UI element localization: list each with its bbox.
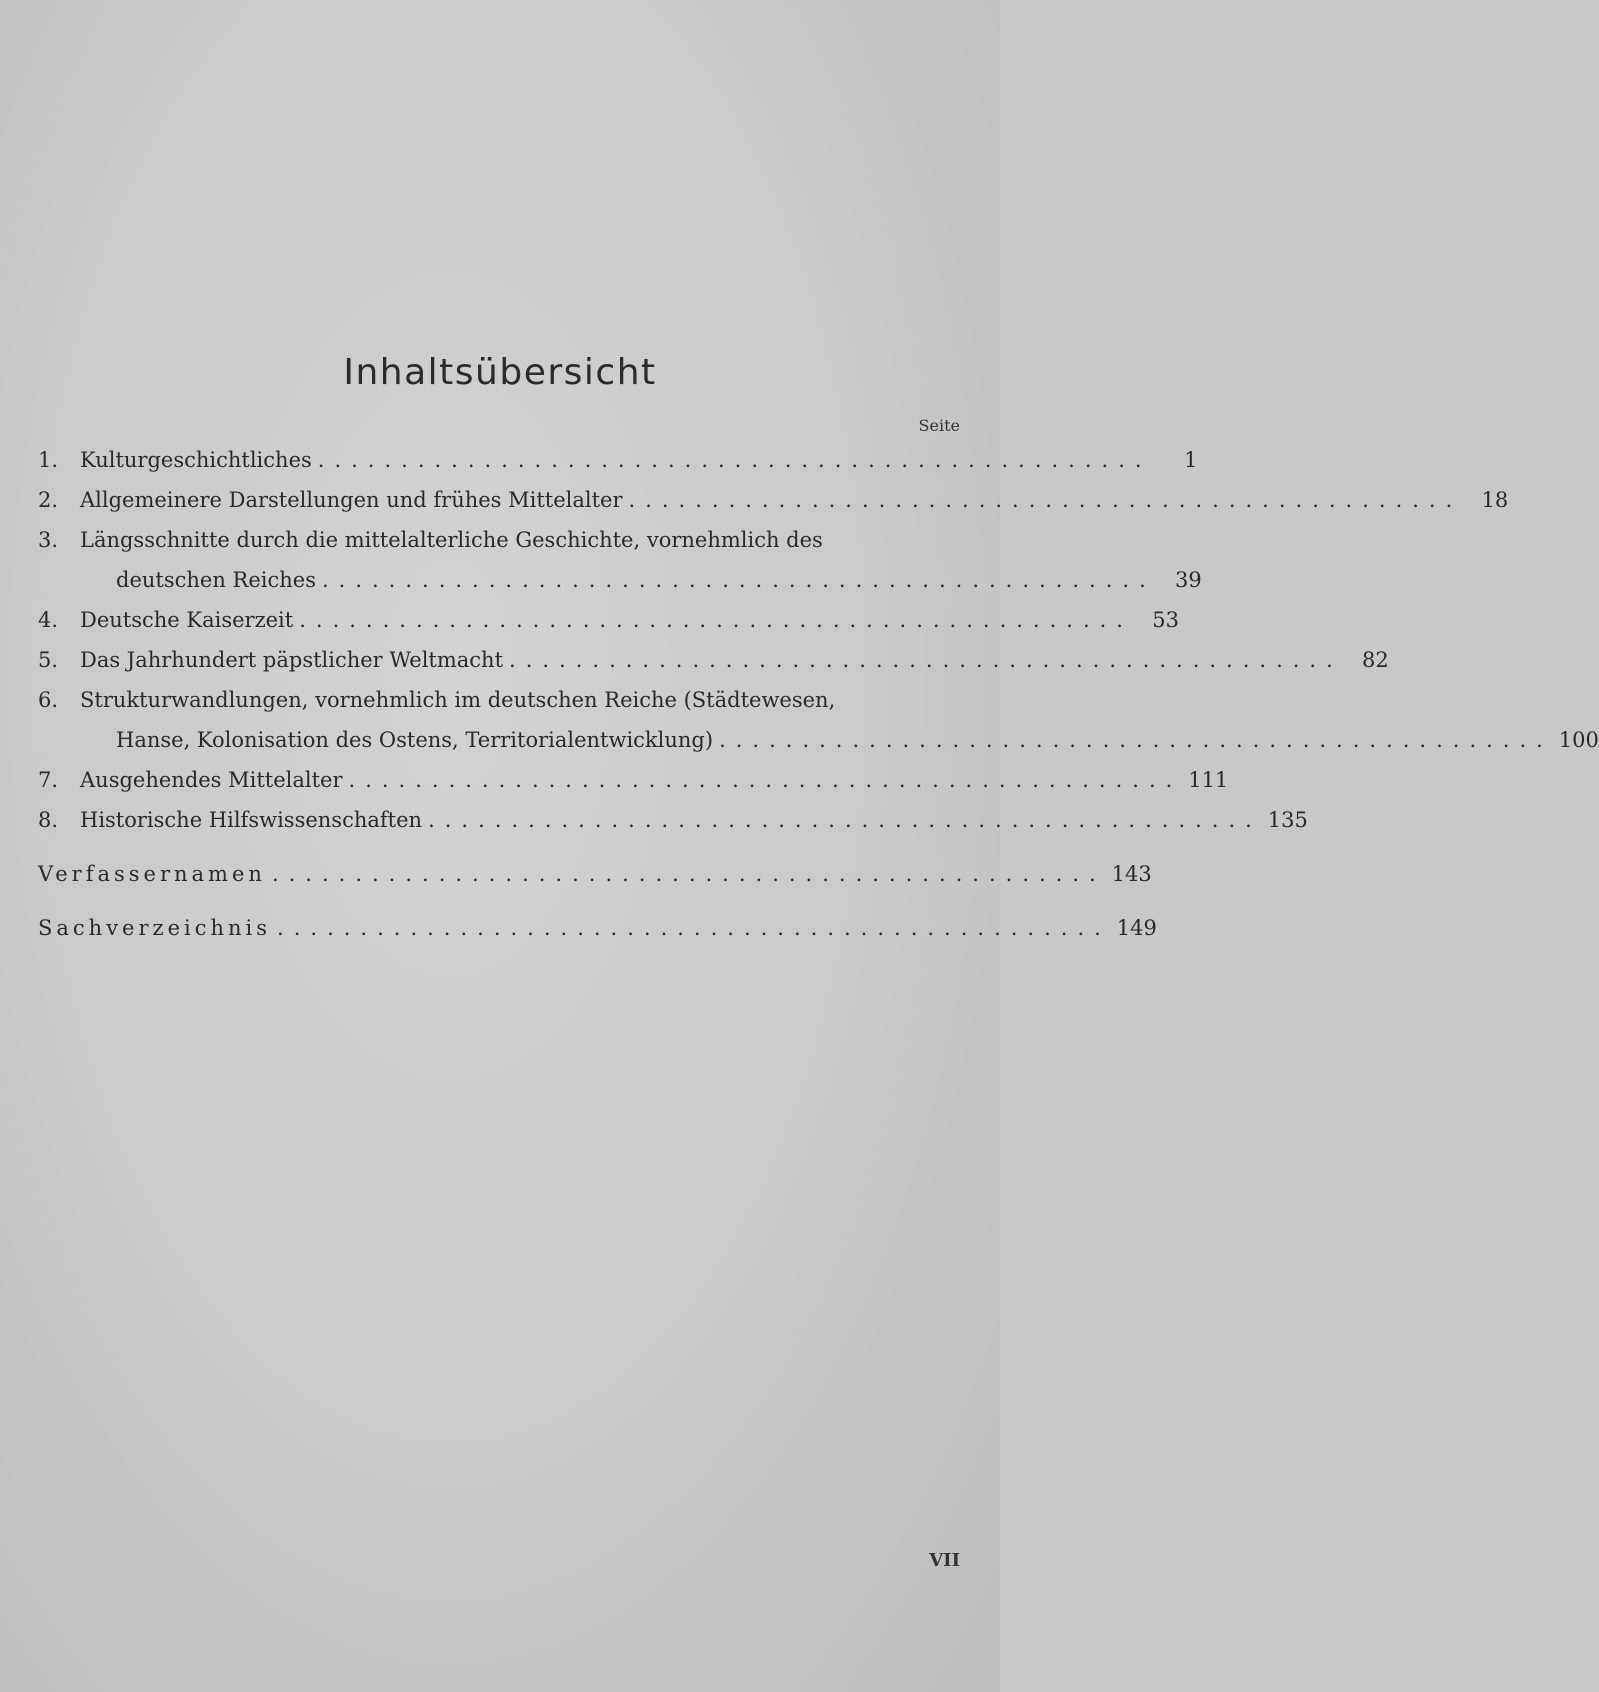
index-entry-authors: [38, 854, 1152, 894]
entry-number: 6.: [38, 688, 59, 712]
toc-entry-4: [38, 600, 1179, 640]
entry-title: Ausgehendes Mittelalter: [80, 768, 343, 792]
entry-title: Historische Hilfswissenschaften: [80, 808, 423, 832]
entry-page: 82: [1362, 648, 1389, 672]
entry-page: 18: [1481, 488, 1509, 512]
entry-title-line-1: Längsschnitte durch die mittelalterliche Geschichte, vornehmlich des: [80, 528, 823, 552]
entry-page: 100: [1558, 728, 1599, 752]
entry-number: 5.: [38, 648, 59, 672]
entry-title: Allgemeinere Darstellungen und frühes Mittelalter: [80, 488, 623, 512]
entry-page: 53: [1152, 608, 1179, 632]
leader-dots: ..................................................: [271, 862, 1106, 886]
leader-dots: ..................................................: [299, 608, 1133, 632]
entry-page: 111: [1188, 768, 1229, 792]
leader-dots: ..................................................: [509, 648, 1343, 672]
toc-entry-3: [38, 520, 1202, 600]
toc-entry-8: [38, 800, 1308, 840]
leader-dots: ..................................................: [348, 768, 1183, 792]
entry-page: 135: [1267, 808, 1308, 832]
toc-entry-7: [38, 760, 1229, 800]
index-entry-subjects: [38, 908, 1157, 948]
entry-number: 1.: [38, 448, 59, 472]
leader-dots: ..................................................: [317, 448, 1152, 472]
toc-entry-6: [38, 680, 1599, 760]
toc-entry-5: [38, 640, 1389, 680]
page-column-label: Seite: [918, 416, 960, 435]
entry-title: Das Jahrhundert päpstlicher Weltmacht: [80, 648, 504, 672]
entry-title: Deutsche Kaiserzeit: [80, 608, 294, 632]
entry-number: 7.: [38, 768, 59, 792]
index-title: Sachverzeichnis: [38, 916, 272, 940]
index-title: Verfassernamen: [38, 862, 266, 886]
entry-number: 8.: [38, 808, 59, 832]
index-page: 143: [1111, 862, 1152, 886]
leader-dots: ..................................................: [628, 488, 1463, 512]
entry-title-line-2: Hanse, Kolonisation des Ostens, Territorialentwicklung): [116, 728, 714, 752]
entry-page: 1: [1184, 448, 1198, 472]
index-page: 149: [1116, 916, 1157, 940]
entry-page: 39: [1175, 568, 1202, 592]
page-number: VII: [929, 1550, 960, 1571]
leader-dots: ..................................................: [321, 568, 1156, 592]
entry-title-line-1: Strukturwandlungen, vornehmlich im deutschen Reiche (Städtewesen,: [80, 688, 836, 712]
entry-number: 4.: [38, 608, 59, 632]
page-title: Inhaltsübersicht: [343, 352, 657, 393]
toc-entry-1: [38, 440, 1198, 480]
leader-dots: ..................................................: [719, 728, 1553, 752]
entry-number: 2.: [38, 488, 59, 512]
leader-dots: ..................................................: [428, 808, 1262, 832]
entry-title-line-2: deutschen Reiches: [116, 568, 316, 592]
entry-number: 3.: [38, 528, 59, 552]
entry-title: Kulturgeschichtliches: [80, 448, 312, 472]
table-of-contents: [38, 440, 1599, 948]
toc-entry-2: [38, 480, 1509, 520]
leader-dots: ..................................................: [277, 916, 1111, 940]
